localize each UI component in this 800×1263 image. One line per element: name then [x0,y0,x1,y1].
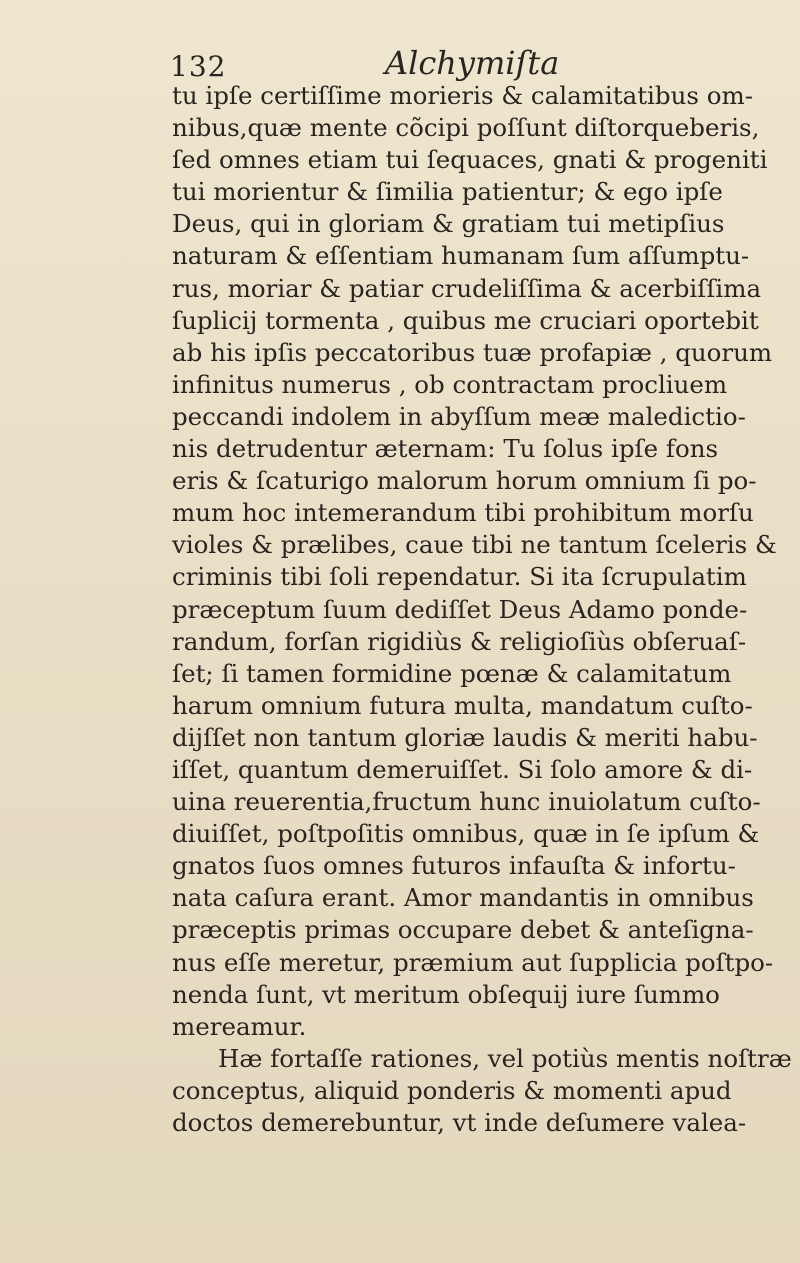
text-line: diuiſſet, poſtpoſitis omnibus, quæ in ſe ipſum & [172,819,760,849]
text-line: conceptus, aliquid ponderis & momenti apud [172,1075,732,1105]
text-line: eris & ſcaturigo malorum horum omnium ſi po- [172,466,757,496]
text-line: harum omnium futura multa, mandatum cuſto- [172,690,753,720]
text-line: criminis tibi ſoli rependatur. Si ita ſcrupulatim [172,562,747,592]
text-line: mereamur. [172,1011,307,1041]
text-line: nata caſura erant. Amor mandantis in omnibus [172,883,754,913]
text-line: tu ipſe certiſſime morieris & calamitatibus om- [172,81,753,110]
text-line: nibus,quæ mente cõcipi poſſunt diſtorqueberis, [172,113,760,143]
text-line: violes & prælibes, caue tibi ne tantum ſceleris & [172,530,777,560]
text-line: tui morientur & ſimilia patientur; & ego ipſe [172,177,723,207]
running-title: Alchymiſta [385,44,560,82]
text-line: peccandi indolem in abyſſum meæ maledictio- [172,401,746,431]
text-line: infinitus numerus , ob contractam procliuem [172,369,728,399]
text-line: ſed omnes etiam tui ſequaces, gnati & progeniti [172,145,768,175]
body-text [172,80,792,1139]
text-line: Deus, qui in gloriam & gratiam tui metipſius [172,209,725,239]
text-line: doctos demerebuntur, vt inde deſumere valea- [172,1108,747,1137]
text-line: nenda ſunt, vt meritum obſequij iure ſummo [172,979,720,1009]
text-line: mum hoc intemerandum tibi prohibitum morſu [172,498,754,528]
text-line: naturam & eſſentiam humanam ſum aſſumptu- [172,241,750,271]
text-line: uina reuerentia,fructum hunc inuiolatum cuſto- [172,787,761,817]
text-line: præceptum ſuum dediſſet Deus Adamo ponde- [172,594,748,624]
text-line: dijſſet non tantum gloriæ laudis & meriti habu- [172,722,758,752]
page-number: 132 [170,50,227,83]
text-line: rus, moriar & patiar crudeliſſima & acerbiſſima [172,273,762,303]
text-line: ab his ipſis peccatoribus tuæ profapiæ , quorum [172,337,773,367]
text-line: ſuplicij tormenta , quibus me cruciari oportebit [172,305,759,335]
text-line: iſſet, quantum demeruiſſet. Si ſolo amore & di- [172,754,753,784]
text-line: ſet; ſi tamen formidine pœnæ & calamitatum [172,658,732,688]
text-line: nus eſſe meretur, præmium aut ſupplicia poſtpo- [172,947,774,977]
text-line: randum, forſan rigidiùs & religioſiùs obſeruaſ- [172,626,747,656]
text-line: præceptis primas occupare debet & anteſigna- [172,915,754,945]
text-line: nis detrudentur æternam: Tu ſolus ipſe fons [172,434,719,464]
text-line: gnatos ſuos omnes futuros infauſta & infortu- [172,851,736,881]
text-line: Hæ fortaſſe rationes, vel potiùs mentis noſtræ [218,1043,792,1073]
